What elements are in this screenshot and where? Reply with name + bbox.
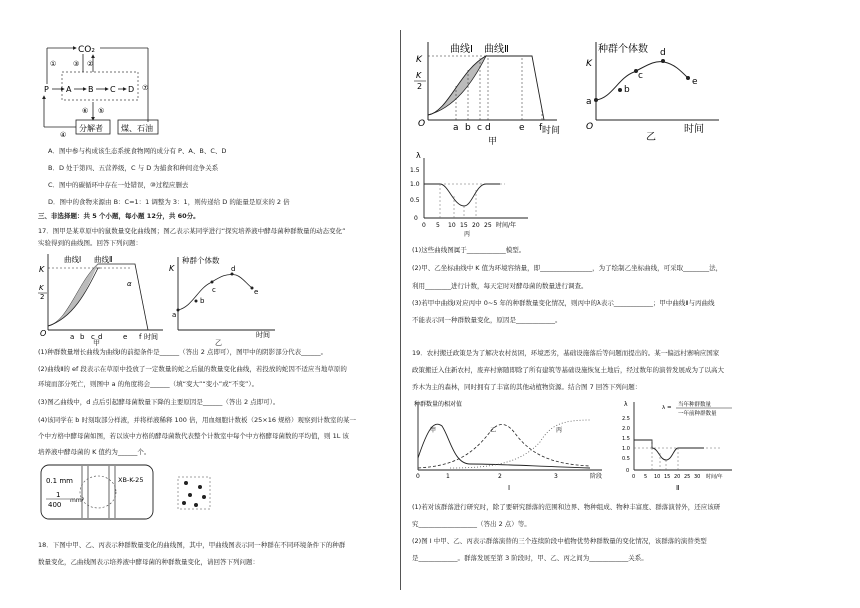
svg-text:20: 20 <box>674 474 681 480</box>
svg-text:⑤: ⑤ <box>98 107 105 115</box>
q17-yi-caption: 乙 <box>215 339 222 347</box>
svg-text:0: 0 <box>632 474 636 480</box>
svg-text:f: f <box>139 333 142 341</box>
svg-text:曲线Ⅱ: 曲线Ⅱ <box>484 44 509 55</box>
svg-text:c: c <box>638 71 643 81</box>
svg-text:b: b <box>465 123 471 133</box>
svg-text:曲线Ⅰ: 曲线Ⅰ <box>64 255 82 264</box>
svg-text:0.5: 0.5 <box>410 197 420 204</box>
q18-text-2: 数量变化，乙曲线图表示培养液中酵母菌的种群数量变化，请回答下列问题： <box>38 558 259 566</box>
co2-label: CO₂ <box>78 45 95 55</box>
svg-text:②: ② <box>87 60 94 68</box>
svg-text:甲: 甲 <box>488 137 498 147</box>
q17-graph-yi <box>170 255 280 340</box>
svg-text:K: K <box>169 264 175 273</box>
svg-text:Ⅰ: Ⅰ <box>508 484 511 492</box>
svg-text:25: 25 <box>684 474 691 480</box>
svg-text:a: a <box>453 123 459 133</box>
svg-text:阶段: 阶段 <box>590 473 603 480</box>
svg-text:3: 3 <box>554 473 558 480</box>
svg-text:K: K <box>39 284 44 292</box>
svg-text:e: e <box>254 288 259 296</box>
q17-jia-caption: 甲 <box>93 339 100 347</box>
svg-text:XB-K-25: XB-K-25 <box>118 476 144 484</box>
svg-text:⑥: ⑥ <box>82 107 89 115</box>
svg-text:e: e <box>519 123 525 133</box>
svg-text:a: a <box>586 97 592 107</box>
svg-text:一年前种群数量: 一年前种群数量 <box>678 411 717 417</box>
svg-text:1.0: 1.0 <box>622 446 630 452</box>
svg-text:乙: 乙 <box>646 132 656 143</box>
svg-text:当年种群数量: 当年种群数量 <box>678 402 712 408</box>
svg-text:a: a <box>70 333 75 341</box>
q17-text-2: 实验得到的曲线图。回答下列问题： <box>38 239 142 247</box>
svg-text:a: a <box>172 311 177 319</box>
q18-graph-jia <box>412 40 570 148</box>
node-a: A <box>66 85 72 94</box>
q19-a2b: 是____________。群落发展至第 3 阶段时，甲、乙、丙之间为____________关系。 <box>412 554 648 562</box>
svg-text:丙: 丙 <box>464 231 471 238</box>
svg-text:③: ③ <box>73 60 80 68</box>
q19-a1b: 究__________________（答出 2 点）等。 <box>412 520 531 528</box>
svg-text:5: 5 <box>436 222 440 229</box>
svg-text:2: 2 <box>40 293 45 301</box>
svg-text:甲: 甲 <box>430 427 437 434</box>
q17-a2b: 环境而部分死亡，则图中 a 的角度将会______（填“变大”“变小”或“不变”）。 <box>38 380 259 388</box>
q19-text-3: 乔木为主的森林，同时拥有了丰富的其他动植物资源。结合图 7 回答下列问题： <box>412 383 642 391</box>
node-b: B <box>88 85 94 94</box>
svg-text:25: 25 <box>484 222 492 229</box>
svg-text:2: 2 <box>498 473 502 480</box>
svg-text:时间: 时间 <box>542 126 561 136</box>
q17-a4c: 培养液中酵母菌的 K 值约为______个。 <box>38 448 151 456</box>
svg-text:2.0: 2.0 <box>622 426 630 432</box>
svg-text:15: 15 <box>460 222 468 229</box>
q18-a2a: (2)甲、乙坐标曲线中 K 值为环境容纳量，即________________，为了绘制乙坐标曲线，可采取________法， <box>412 264 723 272</box>
svg-text:种群个体数: 种群个体数 <box>598 44 648 55</box>
q18-text-1: 18．下图中甲、乙、丙表示种群数量变化的曲线图，其中，甲曲线图表示同一种群在不同环境条件下的种群 <box>38 541 346 549</box>
q19-a1a: (1)若对该群落进行研究时，除了要研究群落的范围和边界、物种组成、物种丰富度、群落演替外，还应该研 <box>412 503 721 511</box>
svg-text:e: e <box>123 333 128 341</box>
svg-text:1: 1 <box>446 473 450 480</box>
svg-text:⑦: ⑦ <box>142 84 149 92</box>
svg-text:λ =: λ = <box>662 405 672 411</box>
svg-text:K: K <box>39 265 45 274</box>
option-c: C．图中的碳循环中存在一处错误，⑩过程应删去 <box>48 181 189 189</box>
svg-text:种群数量的相对值: 种群数量的相对值 <box>414 401 463 408</box>
svg-text:0: 0 <box>416 473 420 480</box>
yeast-grid-square <box>176 475 212 511</box>
svg-text:种群个体数: 种群个体数 <box>182 256 220 265</box>
svg-text:b: b <box>200 297 205 305</box>
svg-text:O: O <box>418 119 426 129</box>
svg-text:2: 2 <box>417 82 423 91</box>
svg-text:f: f <box>539 123 543 133</box>
svg-text:K: K <box>416 55 422 65</box>
svg-text:时间/年: 时间/年 <box>706 474 723 480</box>
svg-text:0: 0 <box>422 222 426 229</box>
svg-text:K: K <box>586 59 592 69</box>
svg-text:d: d <box>231 265 236 273</box>
q18-a2b: 利用________进行计数，每天定时对酵母菌的数量进行调查。 <box>412 282 588 290</box>
option-a: A．图中参与构成该生态系统食物网的成分有 P、A、B、C、D <box>48 147 227 155</box>
q17-a2a: (2)曲线Ⅱ的 ef 段表示在草原中投放了一定数量的蛇之后鼠的数量变化曲线，若投放的蛇因不适应当地草原的 <box>38 365 347 373</box>
svg-text:O: O <box>586 122 594 132</box>
q17-a3: (3)图乙曲线中，d 点后引起酵母菌数量下降的主要原因是______（答出 2 点即可）。 <box>38 398 280 406</box>
q17-text-1: 17．图甲是某草原中的鼠数量变化曲线图；图乙表示某同学进行“探究培养液中酵母菌种群数量的动态变化” <box>38 227 346 235</box>
hemocytometer-figure <box>40 464 155 520</box>
option-d: D．图中的食物来源由 B：C=1：1 调整为 3：1，则传递给 D 的能量是原来的 2 倍 <box>48 198 290 206</box>
svg-text:15: 15 <box>664 474 671 480</box>
svg-text:1.5: 1.5 <box>622 436 630 442</box>
svg-text:b: b <box>624 85 630 95</box>
fossil-box: 煤、石油 <box>121 124 153 133</box>
q19-text-1: 19．农村搬迁政策是为了解决农村贫困，环境恶劣，基础设施落后等问题而提出的。某一偏远村寨响应国家 <box>412 349 720 357</box>
section-heading: 三、非选择题：共 5 个小题，每小题 12分，共 60分。 <box>38 212 200 220</box>
q18-a3a: (3)若甲中曲线Ⅰ对应丙中 0~5 年的种群数量变化情况，则丙中的λ表示____________；甲中曲线Ⅱ与丙曲线 <box>412 299 715 307</box>
svg-text:1.0: 1.0 <box>410 181 420 188</box>
svg-text:d: d <box>660 48 666 58</box>
svg-text:e: e <box>692 77 698 87</box>
svg-text:c: c <box>477 123 482 133</box>
q19-text-2: 政策搬迁入住新农村，废弃村寨随即除了所有建筑等基础设施恢复土地后，经过数年的演替发展成为了以高大 <box>412 366 724 374</box>
svg-text:时间: 时间 <box>144 333 158 341</box>
svg-text:1.5: 1.5 <box>410 167 420 174</box>
option-b: B．D 处于第四、五营养级，C 与 D 为捕食和种间竞争关系 <box>48 164 219 172</box>
q17-a4b: 个中方格中酵母菌如图，若以该中方格的酵母菌数代表整个计数室中每个中方格酵母菌数的平均值，则 1L 该 <box>38 432 349 440</box>
svg-text:λ: λ <box>416 151 421 160</box>
column-divider <box>400 30 401 590</box>
svg-text:1: 1 <box>56 491 61 499</box>
node-d: D <box>128 85 135 94</box>
svg-text:b: b <box>80 333 85 341</box>
q19-figure-1 <box>410 398 610 496</box>
svg-text:c: c <box>212 286 216 294</box>
svg-text:曲线Ⅱ: 曲线Ⅱ <box>94 255 113 264</box>
svg-text:丙: 丙 <box>556 427 563 434</box>
svg-text:Ⅱ: Ⅱ <box>676 484 680 492</box>
svg-text:c: c <box>91 333 95 341</box>
svg-text:5: 5 <box>644 474 648 480</box>
svg-text:乙: 乙 <box>490 427 497 434</box>
svg-text:O: O <box>40 329 47 338</box>
q18-a1: (1)这些曲线图属于____________模型。 <box>412 246 526 254</box>
q17-a4a: (4)该同学在 b 时刻取部分样液，并将样液稀释 100 倍，用血细胞计数板（25×16 规格）观察到计数室的某一 <box>38 416 357 424</box>
svg-text:20: 20 <box>472 222 480 229</box>
svg-text:④: ④ <box>60 131 67 139</box>
svg-text:10: 10 <box>448 222 456 229</box>
svg-text:λ: λ <box>624 401 628 408</box>
svg-text:0.5: 0.5 <box>622 456 630 462</box>
svg-text:0.1 mm: 0.1 mm <box>46 477 73 485</box>
svg-text:0: 0 <box>414 215 418 222</box>
node-p: P <box>44 85 49 94</box>
carbon-cycle-diagram <box>38 40 168 140</box>
q19-figure-2 <box>622 398 742 496</box>
decomposer-box: 分解者 <box>79 124 103 133</box>
q17-graph-jia <box>38 252 166 340</box>
svg-text:10: 10 <box>654 474 661 480</box>
svg-text:α: α <box>127 280 132 288</box>
q18-graph-yi <box>584 40 724 145</box>
svg-text:400: 400 <box>48 501 62 509</box>
svg-text:时间: 时间 <box>256 331 270 339</box>
svg-text:曲线Ⅰ: 曲线Ⅰ <box>450 44 473 55</box>
node-c: C <box>110 85 116 94</box>
q19-a2a: (2)图 I 中甲、乙、丙表示群落演替的三个连续阶段中植物优势种群数量的变化情况，该群落的演替类型 <box>412 537 707 545</box>
svg-text:①: ① <box>50 60 57 68</box>
svg-text:时间/年: 时间/年 <box>496 222 517 229</box>
svg-text:0: 0 <box>626 468 630 474</box>
svg-text:mm²: mm² <box>70 497 85 504</box>
svg-text:d: d <box>485 123 491 133</box>
q17-a1: (1)种群数量增长曲线为曲线Ⅰ的前提条件是______（答出 2 点即可），图甲中的阴影部分代表______。 <box>38 348 328 356</box>
svg-text:30: 30 <box>694 474 701 480</box>
q18-graph-bing <box>410 150 530 240</box>
svg-text:K: K <box>416 71 422 80</box>
q18-a3b: 不能表示同一种群数量变化，原因是____________。 <box>412 316 562 324</box>
svg-text:时间: 时间 <box>684 124 704 135</box>
svg-text:2.5: 2.5 <box>622 416 630 422</box>
svg-text:d: d <box>98 333 103 341</box>
